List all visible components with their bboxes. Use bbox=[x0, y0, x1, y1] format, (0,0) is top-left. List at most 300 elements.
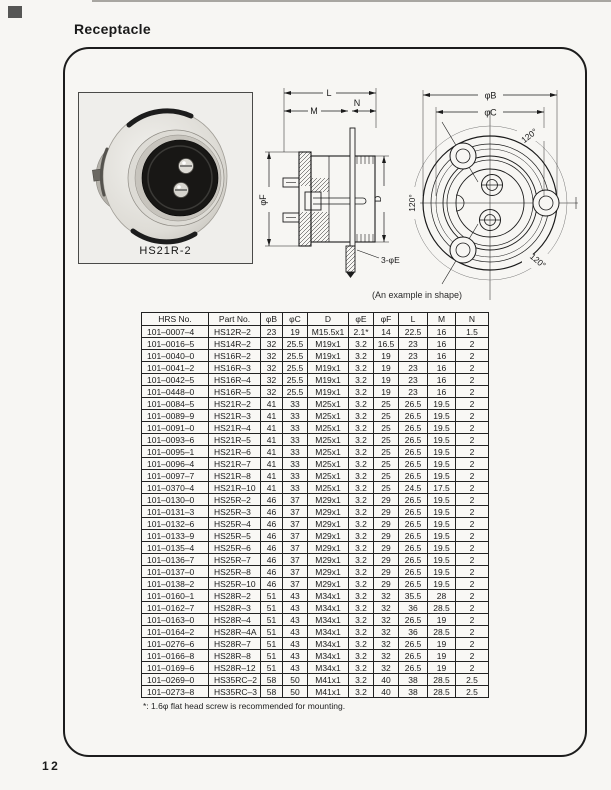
table-cell: 101–0042–5 bbox=[142, 374, 209, 386]
table-cell: HS12R–2 bbox=[209, 326, 261, 338]
table-cell: 2 bbox=[456, 578, 489, 590]
table-cell: HS21R–7 bbox=[209, 458, 261, 470]
table-cell: 101–0135–4 bbox=[142, 542, 209, 554]
table-cell: HS16R–5 bbox=[209, 386, 261, 398]
table-cell: 3.2 bbox=[349, 482, 374, 494]
table-cell: 43 bbox=[283, 590, 308, 602]
table-cell: 2 bbox=[456, 458, 489, 470]
table-cell: 40 bbox=[374, 686, 399, 698]
column-header: HRS No. bbox=[142, 313, 209, 326]
table-cell: 3.2 bbox=[349, 362, 374, 374]
table-cell: 26.5 bbox=[399, 614, 428, 626]
table-cell: 26.5 bbox=[399, 434, 428, 446]
table-cell: 26.5 bbox=[399, 494, 428, 506]
table-row bbox=[142, 578, 489, 590]
table-cell: HS21R–6 bbox=[209, 446, 261, 458]
table-cell: 46 bbox=[261, 566, 283, 578]
dim-label-l: L bbox=[326, 88, 332, 98]
table-cell: HS28R–3 bbox=[209, 602, 261, 614]
table-cell: 41 bbox=[261, 398, 283, 410]
table-cell: 29 bbox=[374, 506, 399, 518]
table-cell: HS21R–3 bbox=[209, 410, 261, 422]
table-cell: 25.5 bbox=[283, 350, 308, 362]
table-cell: 2 bbox=[456, 590, 489, 602]
dim-label-m: M bbox=[310, 106, 318, 116]
front-view-drawing bbox=[406, 82, 596, 306]
table-cell: M34x1 bbox=[308, 662, 349, 674]
table-cell: 2 bbox=[456, 542, 489, 554]
table-row bbox=[142, 662, 489, 674]
table-cell: 3.2 bbox=[349, 578, 374, 590]
table-cell: 16 bbox=[428, 338, 456, 350]
table-cell: 33 bbox=[283, 470, 308, 482]
table-cell: 2 bbox=[456, 398, 489, 410]
table-cell: 26.5 bbox=[399, 650, 428, 662]
table-cell: 43 bbox=[283, 662, 308, 674]
table-cell: 37 bbox=[283, 554, 308, 566]
table-cell: 33 bbox=[283, 434, 308, 446]
table-cell: 38 bbox=[399, 686, 428, 698]
table-cell: 101–0016–5 bbox=[142, 338, 209, 350]
table-cell: M25x1 bbox=[308, 458, 349, 470]
table-row bbox=[142, 686, 489, 698]
table-cell: 26.5 bbox=[399, 578, 428, 590]
dim-label-3-phi-e: 3-φE bbox=[381, 255, 400, 265]
table-cell: 26.5 bbox=[399, 410, 428, 422]
table-cell: 28 bbox=[428, 590, 456, 602]
table-cell: 25.5 bbox=[283, 338, 308, 350]
column-header: φB bbox=[261, 313, 283, 326]
table-cell: 29 bbox=[374, 494, 399, 506]
table-cell: 101–0097–7 bbox=[142, 470, 209, 482]
table-cell: 29 bbox=[374, 530, 399, 542]
table-cell: 41 bbox=[261, 446, 283, 458]
table-cell: 16 bbox=[428, 326, 456, 338]
table-row bbox=[142, 650, 489, 662]
table-cell: 3.2 bbox=[349, 614, 374, 626]
table-cell: 101–0269–0 bbox=[142, 674, 209, 686]
table-cell: M15.5x1 bbox=[308, 326, 349, 338]
table-cell: 19 bbox=[374, 350, 399, 362]
table-cell: 3.2 bbox=[349, 446, 374, 458]
table-cell: 19.5 bbox=[428, 494, 456, 506]
table-cell: 2.5 bbox=[456, 674, 489, 686]
table-cell: 26.5 bbox=[399, 458, 428, 470]
product-photo bbox=[79, 93, 250, 261]
table-cell: 32 bbox=[261, 338, 283, 350]
table-cell: M34x1 bbox=[308, 602, 349, 614]
table-cell: M29x1 bbox=[308, 578, 349, 590]
table-cell: 3.2 bbox=[349, 422, 374, 434]
table-cell: 28.5 bbox=[428, 674, 456, 686]
table-cell: 43 bbox=[283, 650, 308, 662]
table-cell: 3.2 bbox=[349, 626, 374, 638]
table-cell: 32 bbox=[261, 386, 283, 398]
table-cell: 19.5 bbox=[428, 542, 456, 554]
table-cell: 32 bbox=[374, 626, 399, 638]
table-cell: 33 bbox=[283, 410, 308, 422]
table-cell: 2 bbox=[456, 422, 489, 434]
table-cell: 46 bbox=[261, 530, 283, 542]
table-cell: 3.2 bbox=[349, 638, 374, 650]
dim-label-phi-b: φB bbox=[484, 90, 497, 101]
table-cell: 33 bbox=[283, 398, 308, 410]
table-cell: 41 bbox=[261, 482, 283, 494]
table-cell: HS21R–10 bbox=[209, 482, 261, 494]
table-cell: 43 bbox=[283, 614, 308, 626]
table-cell: M29x1 bbox=[308, 530, 349, 542]
table-cell: 101–0089–9 bbox=[142, 410, 209, 422]
table-row bbox=[142, 482, 489, 494]
table-cell: HS25R–7 bbox=[209, 554, 261, 566]
table-cell: 26.5 bbox=[399, 398, 428, 410]
table-cell: 3.2 bbox=[349, 350, 374, 362]
table-cell: 19.5 bbox=[428, 458, 456, 470]
table-cell: M25x1 bbox=[308, 446, 349, 458]
table-cell: 19 bbox=[374, 362, 399, 374]
table-cell: 16 bbox=[428, 386, 456, 398]
table-cell: 36 bbox=[399, 626, 428, 638]
table-cell: 19.5 bbox=[428, 470, 456, 482]
table-row bbox=[142, 674, 489, 686]
table-cell: HS21R–2 bbox=[209, 398, 261, 410]
table-cell: M34x1 bbox=[308, 650, 349, 662]
table-cell: 3.2 bbox=[349, 494, 374, 506]
table-cell: 2 bbox=[456, 614, 489, 626]
table-row bbox=[142, 554, 489, 566]
table-cell: 19.5 bbox=[428, 410, 456, 422]
table-cell: 26.5 bbox=[399, 446, 428, 458]
table-cell: 3.2 bbox=[349, 470, 374, 482]
table-cell: M19x1 bbox=[308, 386, 349, 398]
table-cell: 3.2 bbox=[349, 674, 374, 686]
table-cell: 3.2 bbox=[349, 338, 374, 350]
table-cell: 101–0095–1 bbox=[142, 446, 209, 458]
table-cell: 32 bbox=[374, 638, 399, 650]
table-cell: 51 bbox=[261, 650, 283, 662]
table-cell: 41 bbox=[261, 470, 283, 482]
table-cell: 101–0448–0 bbox=[142, 386, 209, 398]
table-cell: HS16R–2 bbox=[209, 350, 261, 362]
table-cell: 101–0084–5 bbox=[142, 398, 209, 410]
table-cell: 37 bbox=[283, 494, 308, 506]
table-cell: 32 bbox=[374, 662, 399, 674]
table-cell: 19 bbox=[428, 614, 456, 626]
table-cell: 101–0040–0 bbox=[142, 350, 209, 362]
table-cell: 19.5 bbox=[428, 518, 456, 530]
table-cell: 19 bbox=[428, 638, 456, 650]
table-cell: 3.2 bbox=[349, 530, 374, 542]
table-cell: 3.2 bbox=[349, 398, 374, 410]
table-cell: HS25R–5 bbox=[209, 530, 261, 542]
table-row bbox=[142, 542, 489, 554]
table-cell: HS28R–8 bbox=[209, 650, 261, 662]
table-cell: 2 bbox=[456, 362, 489, 374]
table-cell: 3.2 bbox=[349, 590, 374, 602]
table-cell: M29x1 bbox=[308, 554, 349, 566]
table-cell: 2 bbox=[456, 386, 489, 398]
column-header: φF bbox=[374, 313, 399, 326]
column-header: M bbox=[428, 313, 456, 326]
table-cell: 51 bbox=[261, 602, 283, 614]
table-cell: 2.1* bbox=[349, 326, 374, 338]
table-cell: 3.2 bbox=[349, 506, 374, 518]
table-cell: 19.5 bbox=[428, 446, 456, 458]
table-cell: 37 bbox=[283, 566, 308, 578]
table-cell: 25.5 bbox=[283, 374, 308, 386]
table-cell: 23 bbox=[399, 386, 428, 398]
table-cell: HS28R–2 bbox=[209, 590, 261, 602]
table-row bbox=[142, 434, 489, 446]
table-cell: 23 bbox=[399, 350, 428, 362]
dim-label-n: N bbox=[353, 98, 361, 108]
table-cell: 16 bbox=[428, 374, 456, 386]
spec-table-container bbox=[141, 312, 489, 698]
angle-label-top: 120° bbox=[519, 126, 540, 145]
table-cell: 2 bbox=[456, 494, 489, 506]
table-cell: 3.2 bbox=[349, 386, 374, 398]
table-cell: 3.2 bbox=[349, 542, 374, 554]
table-row bbox=[142, 530, 489, 542]
table-row bbox=[142, 374, 489, 386]
table-cell: 37 bbox=[283, 542, 308, 554]
table-cell: M41x1 bbox=[308, 686, 349, 698]
table-row bbox=[142, 326, 489, 338]
table-cell: 19.5 bbox=[428, 554, 456, 566]
table-cell: M29x1 bbox=[308, 566, 349, 578]
table-cell: 25 bbox=[374, 470, 399, 482]
table-cell: 2 bbox=[456, 470, 489, 482]
table-cell: 46 bbox=[261, 542, 283, 554]
table-cell: HS21R–4 bbox=[209, 422, 261, 434]
table-cell: M25x1 bbox=[308, 482, 349, 494]
table-cell: M34x1 bbox=[308, 590, 349, 602]
table-row bbox=[142, 566, 489, 578]
table-cell: 101–0091–0 bbox=[142, 422, 209, 434]
table-cell: 32 bbox=[374, 614, 399, 626]
table-cell: 101–0136–7 bbox=[142, 554, 209, 566]
table-cell: 51 bbox=[261, 626, 283, 638]
table-cell: 16.5 bbox=[374, 338, 399, 350]
table-cell: 19.5 bbox=[428, 398, 456, 410]
table-cell: 26.5 bbox=[399, 422, 428, 434]
table-cell: M34x1 bbox=[308, 638, 349, 650]
table-cell: 26.5 bbox=[399, 530, 428, 542]
table-cell: 2 bbox=[456, 626, 489, 638]
table-row bbox=[142, 638, 489, 650]
table-cell: 29 bbox=[374, 566, 399, 578]
table-cell: 25 bbox=[374, 458, 399, 470]
spec-table bbox=[141, 312, 489, 698]
table-cell: 33 bbox=[283, 422, 308, 434]
table-cell: 26.5 bbox=[399, 506, 428, 518]
dim-label-d: D bbox=[373, 195, 383, 203]
table-cell: 43 bbox=[283, 638, 308, 650]
table-cell: HS21R–8 bbox=[209, 470, 261, 482]
table-cell: 101–0370–4 bbox=[142, 482, 209, 494]
table-header-row bbox=[142, 313, 489, 326]
table-cell: 3.2 bbox=[349, 566, 374, 578]
table-cell: 19.5 bbox=[428, 506, 456, 518]
table-cell: 101–0163–0 bbox=[142, 614, 209, 626]
table-cell: 37 bbox=[283, 518, 308, 530]
table-cell: 19 bbox=[428, 662, 456, 674]
table-row bbox=[142, 626, 489, 638]
table-cell: 3.2 bbox=[349, 434, 374, 446]
table-cell: 2 bbox=[456, 566, 489, 578]
table-cell: HS16R–4 bbox=[209, 374, 261, 386]
table-cell: 26.5 bbox=[399, 638, 428, 650]
table-row bbox=[142, 518, 489, 530]
dim-label-phi-c: φC bbox=[484, 107, 497, 118]
table-row bbox=[142, 470, 489, 482]
table-cell: 26.5 bbox=[399, 566, 428, 578]
table-cell: 37 bbox=[283, 578, 308, 590]
table-cell: 25 bbox=[374, 410, 399, 422]
table-cell: 16 bbox=[428, 362, 456, 374]
table-cell: 101–0273–8 bbox=[142, 686, 209, 698]
table-cell: 2 bbox=[456, 518, 489, 530]
table-cell: 101–0169–6 bbox=[142, 662, 209, 674]
table-cell: 1.5 bbox=[456, 326, 489, 338]
table-cell: 32 bbox=[261, 350, 283, 362]
table-cell: M25x1 bbox=[308, 434, 349, 446]
table-cell: 19.5 bbox=[428, 530, 456, 542]
table-row bbox=[142, 446, 489, 458]
table-cell: 50 bbox=[283, 674, 308, 686]
table-row bbox=[142, 410, 489, 422]
table-cell: 101–0132–6 bbox=[142, 518, 209, 530]
table-cell: 3.2 bbox=[349, 374, 374, 386]
table-cell: 2 bbox=[456, 662, 489, 674]
table-cell: M29x1 bbox=[308, 542, 349, 554]
table-cell: 41 bbox=[261, 458, 283, 470]
table-cell: 40 bbox=[374, 674, 399, 686]
table-row bbox=[142, 338, 489, 350]
table-cell: 26.5 bbox=[399, 542, 428, 554]
table-cell: 58 bbox=[261, 686, 283, 698]
table-cell: M19x1 bbox=[308, 362, 349, 374]
column-header: φE bbox=[349, 313, 374, 326]
table-cell: HS25R–4 bbox=[209, 518, 261, 530]
table-footnote: *: 1.6φ flat head screw is recommended for mounting. bbox=[143, 701, 346, 711]
table-cell: 33 bbox=[283, 482, 308, 494]
table-cell: HS28R–4A bbox=[209, 626, 261, 638]
table-cell: 41 bbox=[261, 434, 283, 446]
table-cell: HS14R–2 bbox=[209, 338, 261, 350]
table-cell: 25 bbox=[374, 398, 399, 410]
column-header: D bbox=[308, 313, 349, 326]
table-cell: 38 bbox=[399, 674, 428, 686]
table-cell: 35.5 bbox=[399, 590, 428, 602]
table-cell: 19 bbox=[374, 374, 399, 386]
table-cell: M19x1 bbox=[308, 350, 349, 362]
table-row bbox=[142, 398, 489, 410]
table-cell: 2 bbox=[456, 350, 489, 362]
table-cell: M29x1 bbox=[308, 506, 349, 518]
table-cell: M25x1 bbox=[308, 422, 349, 434]
table-cell: HS25R–3 bbox=[209, 506, 261, 518]
column-header: L bbox=[399, 313, 428, 326]
table-cell: 101–0096–4 bbox=[142, 458, 209, 470]
table-cell: 101–0130–0 bbox=[142, 494, 209, 506]
photo-part-label: HS21R-2 bbox=[139, 245, 192, 257]
table-cell: 37 bbox=[283, 530, 308, 542]
table-cell: 26.5 bbox=[399, 554, 428, 566]
table-cell: 46 bbox=[261, 506, 283, 518]
table-cell: 29 bbox=[374, 518, 399, 530]
angle-label-left: 120° bbox=[407, 194, 417, 212]
table-cell: 101–0137–0 bbox=[142, 566, 209, 578]
table-row bbox=[142, 350, 489, 362]
table-cell: 25 bbox=[374, 422, 399, 434]
table-cell: 24.5 bbox=[399, 482, 428, 494]
table-cell: 32 bbox=[261, 374, 283, 386]
table-cell: 29 bbox=[374, 554, 399, 566]
table-row bbox=[142, 590, 489, 602]
table-cell: 23 bbox=[399, 338, 428, 350]
table-cell: 101–0160–1 bbox=[142, 590, 209, 602]
table-cell: HS25R–10 bbox=[209, 578, 261, 590]
table-cell: 101–0138–2 bbox=[142, 578, 209, 590]
table-row bbox=[142, 458, 489, 470]
table-cell: HS25R–8 bbox=[209, 566, 261, 578]
table-cell: 43 bbox=[283, 626, 308, 638]
table-cell: 32 bbox=[261, 362, 283, 374]
table-cell: 28.5 bbox=[428, 626, 456, 638]
table-cell: 2 bbox=[456, 602, 489, 614]
angle-label-bottom: 120° bbox=[527, 251, 548, 271]
table-cell: 2 bbox=[456, 410, 489, 422]
drawing-caption: (An example in shape) bbox=[372, 290, 463, 300]
column-header: N bbox=[456, 313, 489, 326]
table-cell: 101–0162–7 bbox=[142, 602, 209, 614]
page-number: 12 bbox=[42, 759, 61, 773]
table-cell: 19 bbox=[374, 386, 399, 398]
table-cell: 46 bbox=[261, 518, 283, 530]
table-cell: 28.5 bbox=[428, 686, 456, 698]
page-title: Receptacle bbox=[74, 21, 151, 37]
table-cell: M19x1 bbox=[308, 338, 349, 350]
table-cell: 46 bbox=[261, 578, 283, 590]
table-cell: 2 bbox=[456, 338, 489, 350]
table-cell: 33 bbox=[283, 446, 308, 458]
table-cell: 2 bbox=[456, 446, 489, 458]
table-cell: M29x1 bbox=[308, 494, 349, 506]
table-cell: 23 bbox=[399, 374, 428, 386]
table-cell: M41x1 bbox=[308, 674, 349, 686]
table-cell: 32 bbox=[374, 650, 399, 662]
table-cell: 29 bbox=[374, 542, 399, 554]
table-cell: HS21R–5 bbox=[209, 434, 261, 446]
table-cell: 28.5 bbox=[428, 602, 456, 614]
table-cell: 51 bbox=[261, 638, 283, 650]
table-cell: 101–0007–4 bbox=[142, 326, 209, 338]
table-row bbox=[142, 494, 489, 506]
column-header: φC bbox=[283, 313, 308, 326]
table-cell: 19.5 bbox=[428, 578, 456, 590]
table-row bbox=[142, 506, 489, 518]
table-cell: HS16R–3 bbox=[209, 362, 261, 374]
table-cell: 51 bbox=[261, 590, 283, 602]
table-cell: 25 bbox=[374, 446, 399, 458]
table-cell: HS28R–4 bbox=[209, 614, 261, 626]
table-cell: 3.2 bbox=[349, 602, 374, 614]
table-cell: 33 bbox=[283, 458, 308, 470]
table-cell: 26.5 bbox=[399, 518, 428, 530]
table-cell: 25.5 bbox=[283, 386, 308, 398]
table-cell: 101–0166–8 bbox=[142, 650, 209, 662]
